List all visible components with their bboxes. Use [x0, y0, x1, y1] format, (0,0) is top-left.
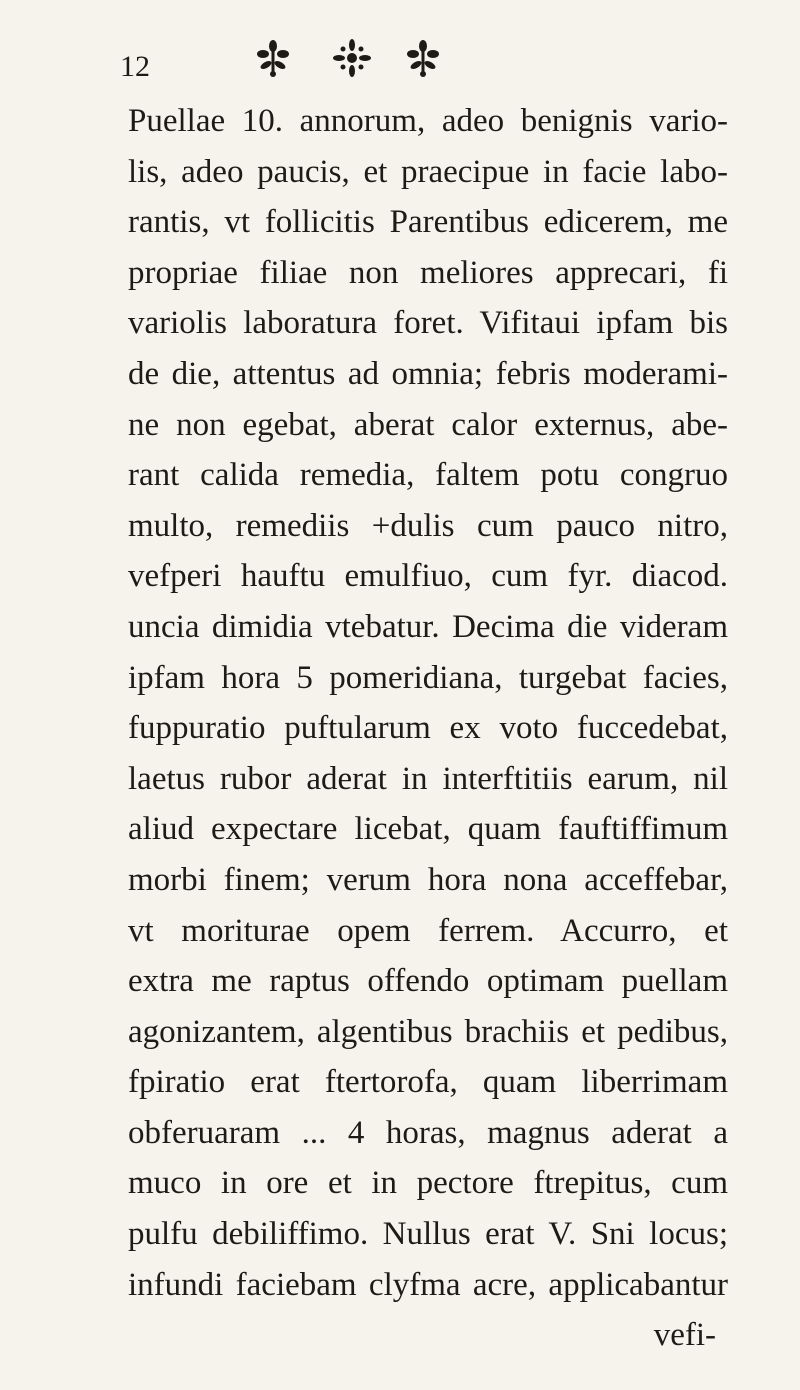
- text-line: vefperi hauftu emulfiuo, cum fyr. diacod.: [128, 558, 728, 595]
- text-line: variolis laboratura foret. Vifitaui ipfam bis: [128, 305, 728, 342]
- text-line: Puellae 10. annorum, adeo benignis vario-: [128, 103, 728, 139]
- text-line: rantis, vt follicitis Parentibus edicerem, me: [128, 204, 728, 241]
- text-line: morbi finem; verum hora nona acceffebar,: [128, 861, 728, 898]
- text-line: fpiratio erat ftertorofa, quam liberrimam: [128, 1064, 728, 1101]
- fleuron-icon: [406, 38, 440, 78]
- ornament-row: [0, 38, 800, 98]
- text-line: muco in ore et in pectore ftrepitus, cum: [128, 1165, 728, 1202]
- text-line: extra me raptus offendo optimam puellam: [128, 963, 728, 1000]
- text-line: pulfu debiliffimo. Nullus erat V. Sni locus;: [128, 1216, 728, 1253]
- text-line: de die, attentus ad omnia; febris moderami-: [128, 355, 728, 392]
- text-body: [128, 96, 728, 1361]
- text-line: laetus rubor aderat in interftitiis earum, nil: [128, 760, 728, 797]
- text-line: lis, adeo paucis, et praecipue in facie labo-: [128, 153, 728, 190]
- text-line: vt moriturae opem ferrem. Accurro, et: [128, 912, 728, 949]
- text-line: uncia dimidia vtebatur. Decima die videram: [128, 608, 728, 645]
- text-line: agonizantem, algentibus brachiis et pedibus,: [128, 1013, 728, 1050]
- text-line: ne non egebat, aberat calor externus, abe-: [128, 406, 728, 443]
- text-line: aliud expectare licebat, quam fauftiffimum: [128, 811, 728, 848]
- star-fleuron-icon: [333, 38, 371, 78]
- fleuron-icon: [256, 38, 290, 78]
- catchword: vefi-: [653, 1317, 716, 1354]
- text-line: rant calida remedia, faltem potu congruo: [128, 457, 728, 494]
- text-line: fuppuratio puftularum ex voto fuccedebat,: [128, 710, 728, 747]
- text-line: ipfam hora 5 pomeridiana, turgebat facies,: [128, 659, 728, 696]
- text-line: multo, remediis +dulis cum pauco nitro,: [128, 507, 728, 544]
- page-number: 12: [120, 50, 150, 83]
- text-line: infundi faciebam clyfma acre, applicabantur: [128, 1266, 728, 1303]
- text-line: obferuaram ... 4 horas, magnus aderat a: [128, 1114, 728, 1151]
- text-line: propriae filiae non meliores apprecari, fi: [128, 254, 728, 291]
